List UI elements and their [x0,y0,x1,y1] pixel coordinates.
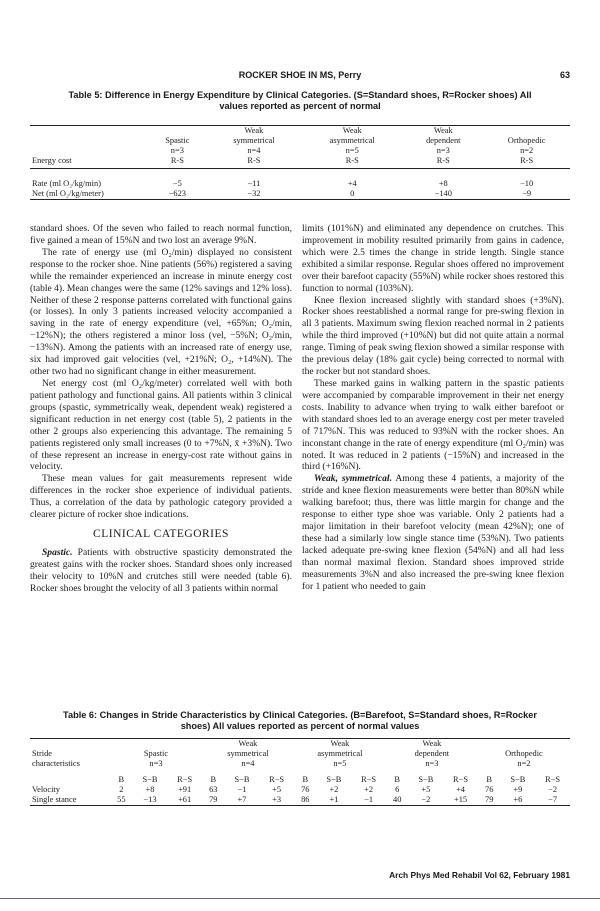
right-column [302,223,564,593]
table-cell: +4 [456,785,465,794]
subheader: R−S [177,775,193,784]
paragraph: limits (101%N) and eliminated any dependence on crutches. This improvement in mobility resulted primarily from gains in cadence, which were 2.5 times the change in stride length. Single stance exhibited a similar response. Regular shoes offered no improvement over their barefoot capacity (55%N) while rocker shoes restored this function to normal (103%N). [302,223,564,294]
table-cell: −9 [522,189,532,198]
table6 [30,738,570,806]
table6-group-spastic: Spastic n=3 [143,749,169,768]
paragraph-weak-symmetrical [302,473,564,592]
table-row [30,795,570,806]
row-label: Velocity [32,785,60,794]
table-cell: 79 [209,795,218,804]
subheader: B [210,775,217,784]
table-cell: +8 [145,785,155,794]
table-cell: +8 [438,179,448,188]
table5-col-orthopedic: Orthopedic n=2 R-S [507,136,546,165]
paragraph: standard shoes. Of the seven who failed to reach normal function, five gained a mean of 15%N and two lost an average 9%N. [30,223,292,246]
table5-col-weak-dependent: Weak dependent n=3 R-S [426,126,461,165]
paragraph: These mean values for gait measurements represent wide differences in the rocker shoe experience of individual patients. Thus, a correlation of the data by pathologic category provided a clearer picture of rocker shoe indications. [30,473,292,521]
table-cell: +2 [364,785,374,794]
table-cell: 40 [393,795,402,804]
table5-caption [30,90,570,112]
page-number: 63 [559,70,570,80]
table-cell: +9 [513,785,523,794]
section-heading: CLINICAL CATEGORIES [93,528,229,541]
table-row [30,169,570,190]
table5-col-weak-symmetrical: Weak symmetrical n=4 R-S [233,126,275,165]
page-edge-rule [0,898,600,899]
table6-group-weak-asymmetrical: Weak asymmetrical n=5 [317,739,363,768]
table-cell: 76 [485,785,494,794]
paragraph-spastic [30,547,292,595]
subheader: B [302,775,309,784]
table6-subheader-row [30,769,570,785]
table6-group-weak-symmetrical: Weak symmetrical n=4 [227,739,269,768]
table-cell: 86 [301,795,310,804]
table5-col-spastic: Spastic n=3 R-S [165,136,190,165]
table6-row-header: Stride characteristics [32,749,80,768]
table-cell: −10 [520,179,534,188]
running-head-title: ROCKER SHOE IN MS, Perry [238,70,362,80]
table-cell: 79 [485,795,494,804]
table-cell: 63 [209,785,218,794]
paragraph: Net energy cost (ml O₂/kg/meter) correlated well with both patient pathology and functional gains. All patients within 3 clinical groups (spastic, symmetrically weak, dependent weak) registered a significant reduction in net energy cost (table 5), 2 patients in the other 2 groups also experiencing this advantage. The remaining 5 patients registered only small increases (0 to +7%N, x̄ +3%N). Two of these represent an increase in energy-cost rate without gains in velocity. [30,377,292,473]
table-cell: 2 [119,785,124,794]
table-cell: −2 [421,795,431,804]
table-cell: −1 [364,795,374,804]
subheader: R−S [361,775,377,784]
table-cell: −623 [168,189,186,198]
table-cell: −140 [434,189,452,198]
table-cell: −13 [143,795,157,804]
table5-row-header: Energy cost [32,156,72,165]
table-cell: −7 [548,795,558,804]
subheader: B [394,775,401,784]
run-in-heading: Spastic. [42,546,73,558]
row-label: Single stance [32,795,77,804]
table-cell: +7 [237,795,247,804]
table6-group-weak-dependent: Weak dependent n=3 [414,739,450,768]
table-cell: +5 [421,785,431,794]
table6-caption-line1: Table 6: Changes in Stride Characteristics by Clinical Categories. (B=Barefoot, S=Standard shoes, R=Rocker [63,710,537,720]
table-cell: +3 [272,795,282,804]
table5-caption-line2: values reported as percent of normal [219,101,381,111]
subheader: B [486,775,492,784]
table-cell: +61 [178,795,192,804]
table-cell: +91 [178,785,192,794]
row-label: Net (ml O₂/kg/meter) [32,189,104,198]
table6-caption-line2: shoes) All values reported as percent of normal values [180,721,420,731]
table-row [30,785,570,795]
table-cell: −1 [237,785,247,794]
table-row [30,189,570,200]
subheader: S−B [510,775,526,784]
journal-footer: Arch Phys Med Rehabil Vol 62, February 1981 [389,870,570,880]
paragraph-text: Among these 4 patients, a majority of the stride and knee flexion measurements were better than 80%N while walking barefoot; thus, there was little margin for change and the response to either type shoe was variable. Only 2 patients had a major limitation in their barefoot velocity (mean 42%N); one of these had a similarly low single stance time (53%N). Two patients lacked adequate pre-swing knee flexion (54%N) and all had less than normal maximal flexion. Standard shoes improved stride measurements 3%N and also increased the pre-swing knee flexion for 1 patient who needed to gain [302,473,564,592]
row-label: Rate (ml O₂/kg/min) [32,179,101,188]
subheader: B [118,775,125,784]
table-cell: 0 [350,189,355,198]
table-cell: +15 [453,795,468,804]
subheader: R−S [453,775,469,784]
table6-group-orthopedic: Orthopedic n=2 [505,749,543,768]
table5 [30,125,570,200]
table-cell: 55 [117,795,126,804]
table5-col-weak-asymmetrical: Weak asymmetrical n=5 R-S [329,126,375,165]
paragraph: These marked gains in walking pattern in the spastic patients were accompanied by comparable improvement in their net energy costs. Inability to advance when trying to walk either barefoot or with standard shoes led to an average energy cost per meter traveled of 717%N. This was reduced to 93%N with the rocker shoes. An inconstant change in the rate of energy expenditure (ml O₂/min) was noted. It was reduced in 2 patients (−15%N) and increased in the third (+16%N). [302,377,564,473]
subheader: S−B [326,775,342,784]
paragraph: The rate of energy use (ml O₂/min) displayed no consistent response to the rocker shoe. Nine patients (56%) registered a saving while the remainder experienced an increase in minute energy cost (table 4). Mean changes were the same (12% savings and 12% loss). Neither of these 2 response patterns correlated with functional gains (or losses). In only 3 patients increased velocity accompanied a saving in the rate of energy expenditure (vel, +65%n; O₂/min, −12%N); the others registered a minor loss (vel, −5%N; O₂/min, −13%N). Among the patients with an increased rate of energy use, six had improved gait velocities (vel, +21%N; O₂, +14%N). The other two had no significant change in either measurement. [30,246,292,378]
table-cell: −5 [172,179,182,188]
paragraph: Knee flexion increased slightly with standard shoes (+3%N). Rocker shoes reestablished a normal range for pre-swing flexion in all 3 patients. Maximum swing flexion reached normal in 2 patients while the third improved (+10%N) but did not quite attain a normal range. Timing of peak swing flexion showed a similar response with the previous delay (18% gait cycle) being corrected to normal with the rocker but not standard shoes. [302,294,564,378]
table5-header-row [30,126,570,169]
subheader: S−B [418,775,434,784]
paragraph-text: Patients with obstructive spasticity demonstrated the greatest gains with the rocker shoes. Standard shoes only increased their velocity to 10%N and crutches still were needed (table 6). Rocker shoes brought the velocity of all 3 patients within normal [30,546,292,594]
table-cell: +6 [513,795,523,804]
table6-group-row [30,739,570,770]
table-cell: +2 [329,785,339,794]
subheader: R−S [269,775,285,784]
subheader: R−S [545,775,561,784]
subheader: S−B [142,775,158,784]
table6-caption [30,710,570,732]
table-cell: −32 [247,189,261,198]
subheader: S−B [234,775,250,784]
table-cell: +5 [272,785,282,794]
table-cell: +4 [347,179,357,188]
table-cell: 76 [301,785,310,794]
running-head [30,70,570,84]
left-column [30,223,292,595]
table-cell: −2 [548,785,558,794]
table-cell: −11 [247,179,261,188]
table5-caption-line1: Table 5: Difference in Energy Expenditure by Clinical Categories. (S=Standard shoes, R=Rocker shoes) All [68,90,532,100]
table-cell: +1 [329,795,339,804]
table-cell: 6 [395,785,400,794]
run-in-heading: Weak, symmetrical. [314,473,392,485]
